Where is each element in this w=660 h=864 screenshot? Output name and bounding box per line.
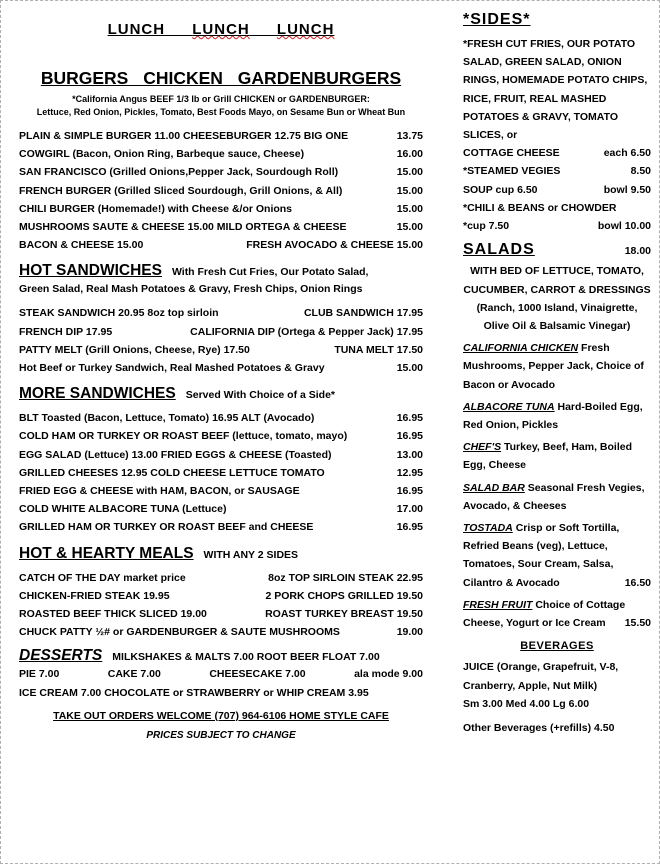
- hot-sandwich-row: PATTY MELT (Grill Onions, Cheese, Rye) 17.50 TUNA MELT 17.50: [19, 343, 423, 356]
- more-sandwiches-subtitle: Served With Choice of a Side*: [185, 389, 336, 402]
- hearty-meal-row: CHUCK PATTY ½# or GARDENBURGER & SAUTE MUSHROOMS 19.00: [19, 626, 423, 639]
- right-column: [463, 11, 651, 737]
- more-sandwiches-title: MORE SANDWICHES: [19, 385, 176, 403]
- sides-title: *SIDES*: [463, 11, 531, 28]
- burger-row: PLAIN & SIMPLE BURGER 11.00 CHEESEBURGER 12.75 BIG ONE 13.75: [19, 130, 423, 142]
- more-sandwich-row: GRILLED HAM OR TURKEY OR ROAST BEEF and CHEESE 16.95: [19, 521, 423, 534]
- more-sandwiches-header: [19, 385, 423, 403]
- more-sandwich-row: FRIED EGG & CHEESE with HAM, BACON, or SAUSAGE 16.95: [19, 485, 423, 498]
- more-sandwich-row: GRILLED CHEESES 12.95 COLD CHEESE LETTUCE TOMATO 12.95: [19, 466, 423, 479]
- hearty-meals-section: [19, 545, 423, 642]
- prices-footer: PRICES SUBJECT TO CHANGE: [146, 729, 296, 741]
- burger-row: BACON & CHEESE 15.00 FRESH AVOCADO & CHEESE 15.00: [19, 239, 423, 252]
- more-sandwich-row: COLD HAM OR TURKEY OR ROAST BEEF (lettuce, tomato, mayo) 16.95: [19, 430, 423, 443]
- burger-note-line-1: *California Angus BEEF 1/3 lb or Grill CHICKEN or GARDENBURGER:: [72, 94, 370, 104]
- sides-row: *cup 7.50 bowl 10.00: [463, 220, 651, 233]
- desserts-header: [19, 647, 423, 665]
- salads-title: SALADS: [463, 241, 535, 259]
- hearty-meals-subtitle: WITH ANY 2 SIDES: [203, 548, 299, 561]
- hearty-meal-row: ROASTED BEEF THICK SLICED 19.00 ROAST TURKEY BREAST 19.50: [19, 608, 423, 621]
- salads-header: [463, 241, 651, 260]
- salads-price: 18.00: [624, 245, 651, 258]
- desserts-row: PIE 7.00 CAKE 7.00 CHEESECAKE 7.00 ala mode 9.00: [19, 668, 423, 681]
- desserts-section: [19, 647, 423, 701]
- burgers-list: [19, 127, 423, 254]
- hot-sandwiches-header: [19, 262, 423, 280]
- burger-note: [19, 93, 423, 119]
- salad-item: CHEF'S Turkey, Beef, Ham, Boiled Egg, Cheese: [463, 441, 632, 472]
- sides-row: SOUP cup 6.50 bowl 9.50: [463, 183, 651, 196]
- hearty-meal-row: CATCH OF THE DAY market price 8oz TOP SIRLOIN STEAK 22.95: [19, 571, 423, 584]
- sides-row: *STEAMED VEGIES 8.50: [463, 165, 651, 178]
- hearty-meals-header: [19, 545, 423, 563]
- more-sandwich-row: COLD WHITE ALBACORE TUNA (Lettuce) 17.00: [19, 503, 423, 516]
- hot-sandwich-row: STEAK SANDWICH 20.95 8oz top sirloin CLUB SANDWICH 17.95: [19, 307, 423, 320]
- burger-row: SAN FRANCISCO (Grilled Onions,Pepper Jack, Sourdough Roll) 15.00: [19, 166, 423, 179]
- salads-intro: WITH BED OF LETTUCE, TOMATO, CUCUMBER, CARROT & DRESSINGS (Ranch, 1000 Island, Vinaigrette, Olive Oil & Balsamic Vinegar): [463, 265, 651, 333]
- lunch-word-2: LUNCH: [192, 21, 250, 38]
- salad-item: ALBACORE TUNA Hard-Boiled Egg, Red Onion, Pickles: [463, 400, 643, 432]
- hearty-meals-title: HOT & HEARTY MEALS: [19, 544, 194, 562]
- burger-row: FRENCH BURGER (Grilled Sliced Sourdough, Grill Onions, & All) 15.00: [19, 184, 423, 197]
- more-sandwich-row: EGG SALAD (Lettuce) 13.00 FRIED EGGS & CHEESE (Toasted) 13.00: [19, 448, 423, 461]
- desserts-title: DESSERTS: [19, 647, 103, 665]
- sides-text: *FRESH CUT FRIES, OUR POTATO SALAD, GREEN SALAD, ONION RINGS, HOMEMADE POTATO CHIPS, RICE, FRUIT, REAL MASHED POTATOES & GRAVY, TOMATO SLICES, or: [463, 38, 648, 142]
- salad-item: SALAD BAR Seasonal Fresh Vegies, Avocado, & Cheeses: [463, 481, 645, 512]
- salad-item: FRESH FRUIT Choice of Cottage Cheese, Yogurt or Ice Cream 15.50: [463, 598, 651, 630]
- lunch-word-1: LUNCH: [107, 21, 166, 38]
- burger-row: COWGIRL (Bacon, Onion Ring, Barbeque sauce, Cheese) 16.00: [19, 148, 423, 161]
- hot-sandwiches-section: [19, 262, 423, 377]
- more-sandwich-row: BLT Toasted (Bacon, Lettuce, Tomato) 16.95 ALT (Avocado) 16.95: [19, 412, 423, 425]
- left-column: [19, 11, 423, 741]
- main-title: BURGERS CHICKEN GARDENBURGERS: [40, 68, 402, 88]
- lunch-heading: [19, 21, 423, 38]
- sides-row: COTTAGE CHEESE each 6.50: [463, 147, 651, 160]
- hot-sandwiches-title: HOT SANDWICHES: [19, 262, 162, 280]
- lunch-word-3: LUNCH: [276, 21, 335, 38]
- more-sandwiches-section: [19, 385, 423, 536]
- hot-sandwiches-subtitle-2: Green Salad, Real Mash Potatoes & Gravy, Fresh Chips, Onion Rings: [19, 283, 363, 296]
- hot-sandwiches-subtitle: With Fresh Cut Fries, Our Potato Salad,: [171, 266, 369, 279]
- beverages-juice: JUICE (Orange, Grapefruit, V-8, Cranberry, Apple, Nut Milk): [463, 661, 619, 692]
- burger-row: MUSHROOMS SAUTE & CHEESE 15.00 MILD ORTEGA & CHEESE 15.00: [19, 221, 423, 234]
- beverages-sizes: Sm 3.00 Med 4.00 Lg 6.00: [463, 697, 590, 710]
- takeout-footer: TAKE OUT ORDERS WELCOME (707) 964-6106 HOME STYLE CAFE: [53, 709, 389, 722]
- hot-sandwich-row: FRENCH DIP 17.95 CALIFORNIA DIP (Ortega & Pepper Jack) 17.95: [19, 325, 423, 338]
- sides-chili: *CHILI & BEANS or CHOWDER: [463, 201, 617, 214]
- beverages-title: BEVERAGES: [520, 640, 594, 653]
- beverages-other: Other Beverages (+refills) 4.50: [463, 721, 615, 734]
- salad-item: CALIFORNIA CHICKEN Fresh Mushrooms, Pepper Jack, Choice of Bacon or Avocado: [463, 342, 644, 391]
- desserts-row: ICE CREAM 7.00 CHOCOLATE or STRAWBERRY or WHIP CREAM 3.95: [19, 686, 369, 699]
- salad-item: TOSTADA Crisp or Soft Tortilla, Refried Beans (veg), Lettuce, Tomatoes, Sour Cream, Salsa, Cilantro & Avocado 16.50: [463, 522, 651, 589]
- desserts-headline: MILKSHAKES & MALTS 7.00 ROOT BEER FLOAT 7.00: [112, 651, 380, 664]
- hearty-meal-row: CHICKEN-FRIED STEAK 19.95 2 PORK CHOPS GRILLED 19.50: [19, 589, 423, 602]
- hot-sandwich-row: Hot Beef or Turkey Sandwich, Real Mashed Potatoes & Gravy 15.00: [19, 362, 423, 375]
- burger-row: CHILI BURGER (Homemade!) with Cheese &/or Onions 15.00: [19, 202, 423, 215]
- burger-note-line-2: Lettuce, Red Onion, Pickles, Tomato, Best Foods Mayo, on Sesame Bun or Wheat Bun: [36, 107, 406, 117]
